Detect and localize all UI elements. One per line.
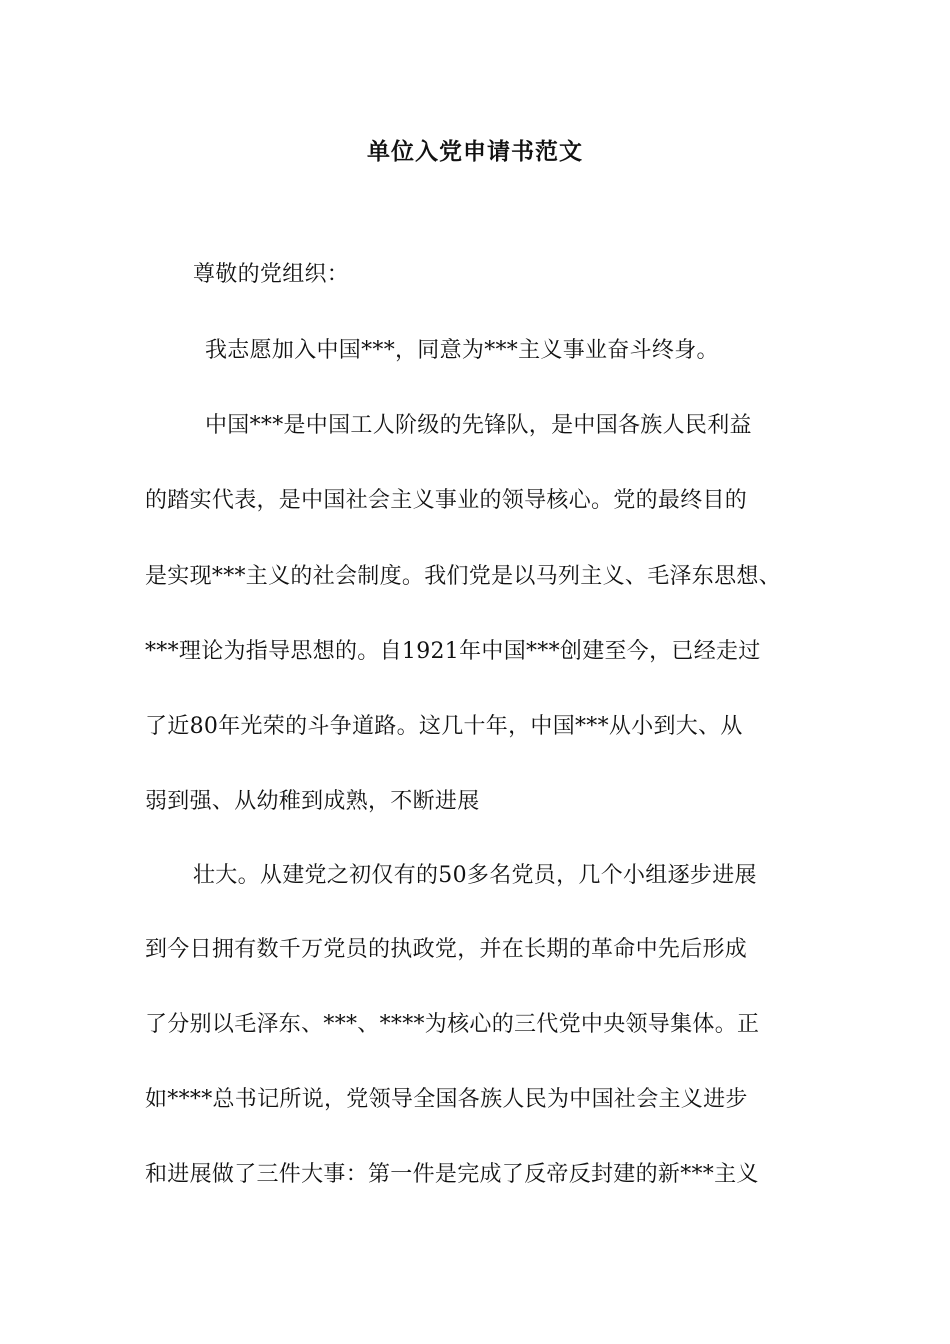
paragraph-line: 壮大。从建党之初仅有的50多名党员，几个小组逐步进展 bbox=[193, 863, 757, 888]
paragraph-line: 了近80年光荣的斗争道路。这几十年，中国***从小到大、从 bbox=[145, 714, 743, 739]
paragraph-line: 到今日拥有数千万党员的执政党，并在长期的革命中先后形成 bbox=[145, 937, 748, 962]
paragraph-line: 我志愿加入中国***，同意为***主义事业奋斗终身。 bbox=[205, 338, 719, 363]
document-title: 单位入党申请书范文 bbox=[367, 138, 583, 165]
paragraph-line: 了分别以毛泽东、***、****为核心的三代党中央领导集体。正 bbox=[145, 1012, 760, 1037]
paragraph-line: 和进展做了三件大事：第一件是完成了反帝反封建的新***主义 bbox=[145, 1162, 759, 1187]
paragraph-line: 中国***是中国工人阶级的先锋队，是中国各族人民利益 bbox=[205, 413, 752, 438]
paragraph-line: 的踏实代表，是中国社会主义事业的领导核心。党的最终目的 bbox=[145, 488, 748, 513]
paragraph-line: 是实现***主义的社会制度。我们党是以马列主义、毛泽东思想、 bbox=[145, 564, 782, 589]
paragraph-line: ***理论为指导思想的。自1921年中国***创建至今，已经走过 bbox=[145, 639, 761, 664]
salutation: 尊敬的党组织： bbox=[193, 262, 350, 287]
paragraph-line: 如****总书记所说，党领导全国各族人民为中国社会主义进步 bbox=[145, 1087, 748, 1112]
paragraph-line: 弱到强、从幼稚到成熟，不断进展 bbox=[145, 789, 480, 814]
